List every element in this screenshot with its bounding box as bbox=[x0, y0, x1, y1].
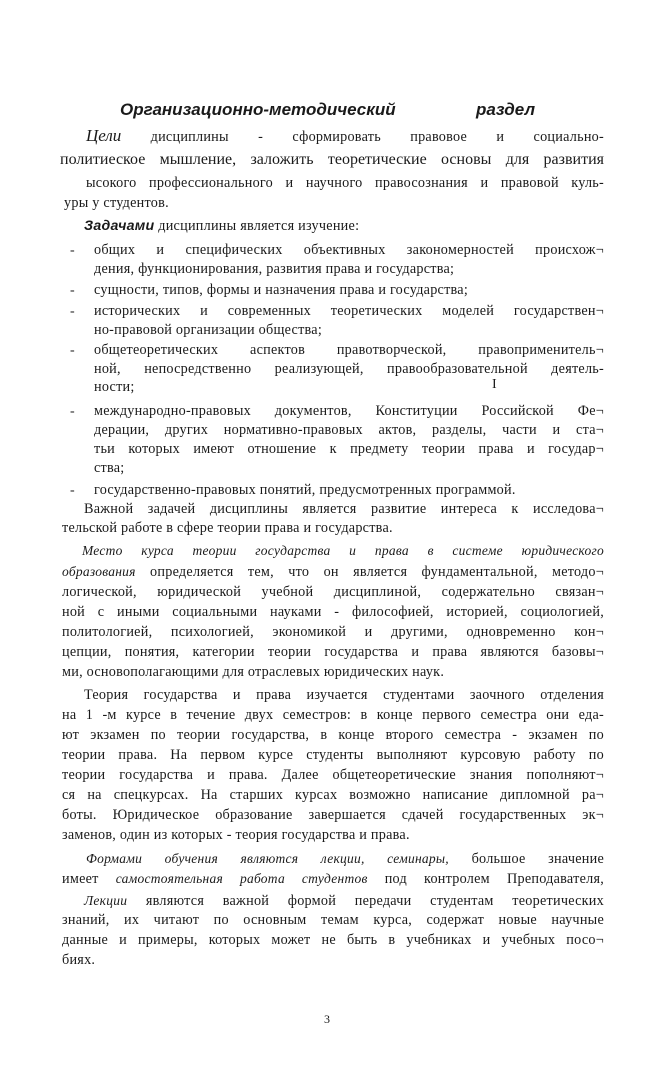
place-line-1: Место курса теории государства и права в системе юридического bbox=[82, 543, 604, 558]
lectures-line-2: знаний, их читают по основным темам курса, содержат новые научные bbox=[62, 912, 604, 928]
goals-line-2: политиеское мышление, заложить теоретические основы для развития bbox=[60, 151, 604, 168]
list-dash: - bbox=[70, 283, 75, 298]
task-4-line-2: ной, непосредственно реализующей, правообразовательной деятель- bbox=[94, 361, 604, 377]
list-dash: - bbox=[70, 483, 75, 498]
theory-line-4: теории права. На первом курсе студенты выполняют курсовую работу по bbox=[62, 747, 604, 763]
task-3-line-1: исторических и современных теоретических моделей государствен¬ bbox=[94, 303, 604, 319]
tasks-label: Задачами bbox=[84, 218, 155, 234]
task-5-line-2: дерации, других нормативно-правовых актов, разделы, части и ста¬ bbox=[94, 422, 604, 438]
place-line-2: образования определяется тем, что он является фундаментальной, методо¬ bbox=[62, 564, 604, 580]
task-1-line-2: дения, функционирования, развития права и государства; bbox=[94, 261, 455, 277]
task-3-line-2: но-правовой организации общества; bbox=[94, 322, 323, 338]
tasks-intro: Задачами дисциплины является изучение: bbox=[84, 218, 360, 234]
list-dash: - bbox=[70, 304, 75, 319]
task-4-line-3: ности; bbox=[94, 379, 135, 395]
list-dash: - bbox=[70, 343, 75, 358]
goals-line-4: уры у студентов. bbox=[64, 195, 169, 211]
section-title-part2: раздел bbox=[476, 100, 536, 119]
theory-line-5: теории государства и права. Далее общетеоретические знания пополняют¬ bbox=[62, 767, 604, 783]
theory-line-3: ют экзамен по теории государства, в конце второго семестра - экзамен по bbox=[62, 727, 604, 743]
lectures-line-3: данные и примеры, которых может не быть в учебниках и учебных посо¬ bbox=[62, 932, 604, 948]
task-6: государственно-правовых понятий, предусмотренных программой. bbox=[94, 482, 516, 498]
place-line-5: политологией, психологией, экономикой и другими, одновременно кон¬ bbox=[62, 624, 604, 640]
forms-line-2: имеет самостоятельная работа студентов под контролем Преподавателя, bbox=[62, 871, 605, 887]
list-dash: - bbox=[70, 404, 75, 419]
place-line-3: логической, юридической учебной дисциплиной, содержательно связан¬ bbox=[62, 584, 604, 600]
section-title-part1: Организационно-методический bbox=[120, 100, 396, 119]
theory-line-7: боты. Юридическое образование завершается сдачей государственных эк¬ bbox=[62, 807, 604, 823]
place-line-6: цепции, понятия, категории теории государства и права являются базовы¬ bbox=[62, 644, 604, 660]
stray-mark: I bbox=[492, 377, 497, 392]
task-1-line-1: общих и специфических объективных закономерностей происхож¬ bbox=[94, 242, 604, 258]
important-line-1: Важной задачей дисциплины является развитие интереса к исследова¬ bbox=[84, 501, 604, 517]
theory-line-8: заменов, один из которых - теория государства и права. bbox=[62, 827, 410, 843]
important-line-2: тельской работе в сфере теории права и государства. bbox=[62, 520, 393, 536]
lectures-line-1: Лекции являются важной формой передачи студентам теоретических bbox=[84, 893, 604, 909]
theory-line-1: Теория государства и права изучается студентами заочного отделения bbox=[84, 687, 604, 703]
task-4-line-1: общетеоретических аспектов правотворческой, правоприменитель¬ bbox=[94, 342, 604, 358]
task-5-line-3: тьи которых имеют отношение к предмету теории права и государ¬ bbox=[94, 441, 604, 457]
lectures-line-4: биях. bbox=[62, 952, 96, 968]
task-5-line-1: международно-правовых документов, Конституции Российской Фе¬ bbox=[94, 403, 604, 419]
goals-line-1: Цели дисциплины - сформировать правовое и социально- bbox=[86, 126, 604, 145]
task-5-line-4: ства; bbox=[94, 460, 125, 476]
forms-line-1: Формами обучения являются лекции, семинары, большое значение bbox=[86, 851, 604, 867]
goals-label: Цели bbox=[86, 126, 122, 145]
page-number: 3 bbox=[324, 1012, 330, 1026]
place-line-7: ми, основополагающими для отраслевых юридических наук. bbox=[62, 664, 445, 680]
theory-line-2: на 1 -м курсе в течение двух семестров: в конце первого семестра они еда- bbox=[62, 707, 604, 723]
goals-line-3: ысокого профессионального и научного правосознания и правовой куль- bbox=[86, 175, 604, 191]
list-dash: - bbox=[70, 243, 75, 258]
theory-line-6: ся на спецкурсах. На старших курсах возможно написание дипломной ра¬ bbox=[62, 787, 604, 803]
task-2: сущности, типов, формы и назначения права и государства; bbox=[94, 282, 469, 298]
place-line-4: ной с иными социальными науками - философией, историей, социологией, bbox=[62, 604, 604, 620]
